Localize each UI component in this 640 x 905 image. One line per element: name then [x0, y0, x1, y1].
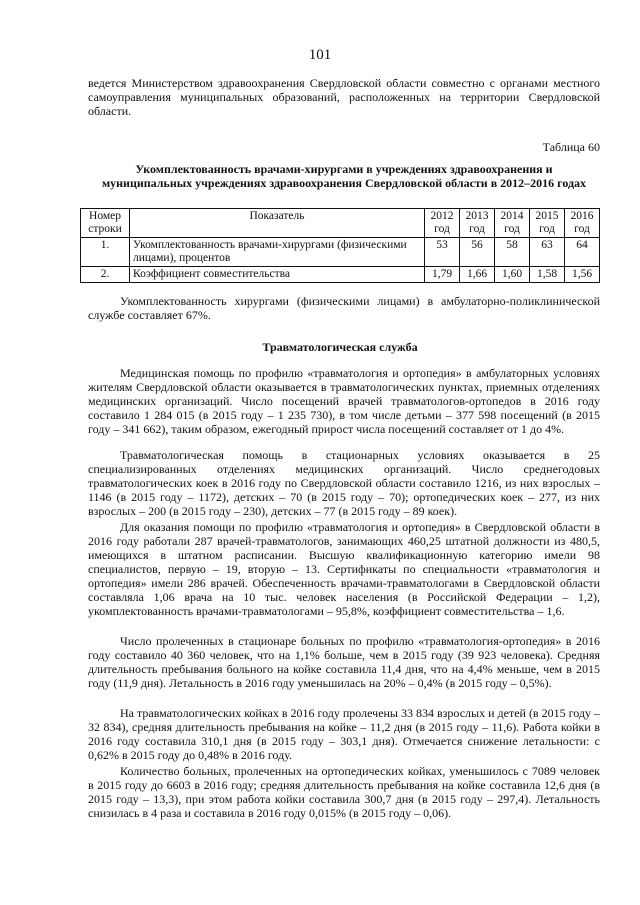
table-header-row: [81, 209, 600, 238]
paragraph-5: На травматологических койках в 2016 году пролечены 33 834 взрослых и детей (в 2015 году – 32 834), средняя длительность пребывания на койке – 11,2 дня (в 2015 году – 11,6). Работа койки в 2016 году составила 310,1 дня (в 2015 году – 303,1 дня). Отмечается снижение летальности: с 0,62% в 2015 году до 0,48% в 2016 году.: [88, 706, 600, 762]
paragraph-1: Медицинская помощь по профилю «травматология и ортопедия» в амбулаторных условиях жителям Свердловской области оказывается в травматологических пунктах, приемных отделениях медицинских организаций. Число посещений врачей травматологов-ортопедов в 2016 году составило 1 284 015 (в 2015 году – 1 235 730), в том числе детьми – 377 598 посещений (в 2015 году – 341 662), таким образом, ежегодный прирост числа посещений составляет от 1 до 4%.: [88, 366, 600, 436]
table-title-line-1: Укомплектованность врачами-хирургами в учреждениях здравоохранения и: [135, 162, 553, 176]
table-title-line-2: муниципальных учреждениях здравоохранения Свердловской области в 2012–2016 годах: [101, 176, 587, 190]
row-number: 2.: [81, 267, 130, 283]
row-indicator: Укомплектованность врачами-хирургами (физическими лицами), процентов: [130, 238, 425, 267]
table-row: [81, 238, 600, 267]
row-value-2014: 1,60: [495, 267, 530, 283]
header-year-2015: 2015 год: [530, 209, 565, 238]
row-value-2015: 63: [530, 238, 565, 267]
table-title: [80, 162, 608, 190]
header-year-2014: 2014 год: [495, 209, 530, 238]
row-value-2012: 53: [425, 238, 460, 267]
paragraph-6: Количество больных, пролеченных на ортопедических койках, уменьшилось с 7089 человек в 2015 году до 6603 в 2016 году; средняя длительность пребывания на койке составила 12,6 дня (в 2015 году – 13,3), при этом работа койки составила 300,7 дня (в 2015 году – 297,4). Летальность снизилась в 4 раза и составила в 2016 году 0,015% (в 2015 году – 0,06).: [88, 764, 600, 820]
header-year-2016: 2016 год: [565, 209, 600, 238]
row-value-2012: 1,79: [425, 267, 460, 283]
row-value-2014: 58: [495, 238, 530, 267]
header-indicator: Показатель: [130, 209, 425, 238]
after-table-paragraph: Укомплектованность хирургами (физическими лицами) в амбулаторно-поликлинической службе составляет 67%.: [88, 294, 600, 322]
table-row: [81, 267, 600, 283]
intro-paragraph: ведется Министерством здравоохранения Свердловской области совместно с органами местного самоуправления муниципальных образований, расположенных на территории Свердловской области.: [88, 76, 600, 118]
row-value-2013: 1,66: [460, 267, 495, 283]
paragraph-3: Для оказания помощи по профилю «травматология и ортопедия» в Свердловской области в 2016 году работали 287 врачей-травматологов, занимающих 460,25 штатной должности из 480,5, имеющихся в штатном расписании. Высшую квалификационную категорию имели 98 специалистов, первую – 19, вторую – 13. Сертификаты по специальности «травматология и ортопедия» имели 286 врачей. Обеспеченность врачами-травматологами в Свердловской области составляла 1,06 врача на 10 тыс. человек населения (в Российской Федерации – 1,2), укомплектованность врачами-травматологами – 95,8%, коэффициент совместительства – 1,6.: [88, 520, 600, 618]
row-value-2016: 1,56: [565, 267, 600, 283]
row-value-2015: 1,58: [530, 267, 565, 283]
section-title: Травматологическая служба: [262, 340, 418, 354]
row-indicator: Коэффициент совместительства: [130, 267, 425, 283]
header-year-2013: 2013 год: [460, 209, 495, 238]
header-year-2012: 2012 год: [425, 209, 460, 238]
row-value-2016: 64: [565, 238, 600, 267]
table-label: Таблица 60: [542, 140, 600, 154]
row-value-2013: 56: [460, 238, 495, 267]
header-row-number: Номер строки: [81, 209, 130, 238]
paragraph-2: Травматологическая помощь в стационарных условиях оказывается в 25 специализированных отделениях медицинских организаций. Число среднегодовых травматологических коек в 2016 году по Свердловской области составило 1216, из них взрослых – 1146 (в 2015 году – 1172), детских – 70 (в 2015 году – 70); ортопедических коек – 277, из них взрослых – 200 (в 2015 году – 230), детских – 77 (в 2015 году – 89 коек).: [88, 448, 600, 518]
row-number: 1.: [81, 238, 130, 267]
paragraph-4: Число пролеченных в стационаре больных по профилю «травматология-ортопедия» в 2016 году составило 40 360 человек, что на 1,1% больше, чем в 2015 году (39 923 человека). Средняя длительность пребывания больного на койке составила 11,4 дня, что на 4,4% меньше, чем в 2015 году (11,9 дня). Летальность в 2016 году уменьшилась на 20% – 0,4% (в 2015 году – 0,5%).: [88, 634, 600, 690]
staffing-table: [80, 208, 600, 283]
page-number: 101: [308, 47, 332, 63]
